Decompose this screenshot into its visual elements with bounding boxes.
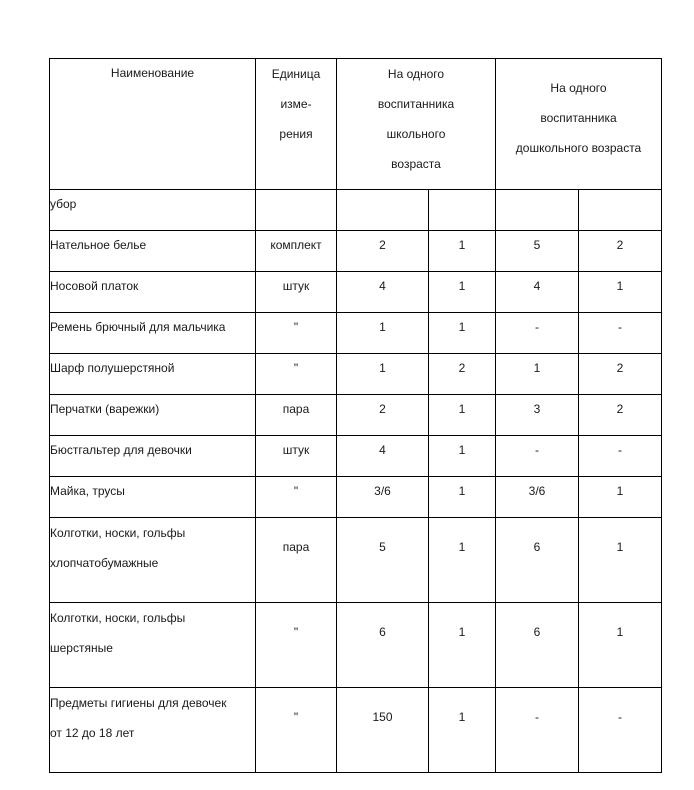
preschool-quantity-cell: - xyxy=(496,313,579,354)
item-name: от 12 до 18 лет xyxy=(50,726,135,740)
table-row xyxy=(50,190,662,231)
item-name: Нательное белье xyxy=(50,238,147,252)
item-name: Ремень брючный для мальчика xyxy=(50,320,226,334)
item-name: Майка, трусы xyxy=(50,484,125,498)
header-preschool-line: дошкольного возраста xyxy=(515,141,642,155)
preschool-quantity-cell: 4 xyxy=(496,272,579,313)
header-school-line: возраста xyxy=(391,157,441,171)
item-name-cell xyxy=(50,518,256,603)
table-header-row xyxy=(50,59,662,190)
preschool-quantity-cell: 1 xyxy=(496,354,579,395)
preschool-quantity-cell: 3/6 xyxy=(496,477,579,518)
school-quantity-cell xyxy=(337,190,429,231)
item-name: Бюстгальтер для девочки xyxy=(50,443,192,457)
school-quantity-cell: 4 xyxy=(337,436,429,477)
header-school-line: На одного xyxy=(387,67,445,81)
preschool-term-cell: 2 xyxy=(579,231,662,272)
preschool-quantity-cell: - xyxy=(496,688,579,773)
preschool-quantity-cell: 3 xyxy=(496,395,579,436)
school-quantity-cell: 2 xyxy=(337,395,429,436)
preschool-quantity-cell: 6 xyxy=(496,518,579,603)
school-quantity-cell: 150 xyxy=(337,688,429,773)
item-name: Предметы гигиены для девочек xyxy=(50,696,227,710)
unit-cell xyxy=(256,190,337,231)
table-row xyxy=(50,603,662,688)
header-unit-line: рения xyxy=(279,127,313,141)
school-term-cell: 1 xyxy=(429,688,496,773)
unit-cell: штук xyxy=(256,436,337,477)
item-name-cell xyxy=(50,231,256,272)
preschool-term-cell: - xyxy=(579,436,662,477)
unit-cell: " xyxy=(256,688,337,773)
table-row xyxy=(50,272,662,313)
school-term-cell: 1 xyxy=(429,518,496,603)
school-quantity-cell: 2 xyxy=(337,231,429,272)
unit-cell: " xyxy=(256,354,337,395)
item-name-cell xyxy=(50,190,256,231)
item-name: Шарф полушерстяной xyxy=(50,361,175,375)
header-preschool-age xyxy=(496,59,662,190)
school-term-cell xyxy=(429,190,496,231)
item-name-cell xyxy=(50,436,256,477)
preschool-term-cell: 1 xyxy=(579,477,662,518)
unit-cell: штук xyxy=(256,272,337,313)
item-name-cell xyxy=(50,477,256,518)
school-term-cell: 1 xyxy=(429,231,496,272)
unit-cell: " xyxy=(256,477,337,518)
item-name-cell xyxy=(50,354,256,395)
preschool-term-cell: 2 xyxy=(579,354,662,395)
school-quantity-cell: 1 xyxy=(337,354,429,395)
school-quantity-cell: 6 xyxy=(337,603,429,688)
item-name-cell xyxy=(50,313,256,354)
item-name: убор xyxy=(50,197,77,211)
header-name xyxy=(50,59,256,190)
table-body xyxy=(50,190,662,773)
school-term-cell: 1 xyxy=(429,395,496,436)
preschool-term-cell: - xyxy=(579,688,662,773)
header-unit-line: Единица xyxy=(271,67,321,81)
item-name-cell xyxy=(50,603,256,688)
header-school-line: школьного xyxy=(386,127,446,141)
preschool-quantity-cell: 6 xyxy=(496,603,579,688)
header-school-line: воспитанника xyxy=(377,97,455,111)
unit-cell: " xyxy=(256,313,337,354)
table-row xyxy=(50,354,662,395)
table-row xyxy=(50,477,662,518)
preschool-term-cell: 1 xyxy=(579,603,662,688)
header-preschool-line: На одного xyxy=(550,81,607,95)
header-school-age xyxy=(337,59,496,190)
header-unit-line: изме- xyxy=(280,97,312,111)
table-row xyxy=(50,231,662,272)
header-preschool-line: воспитанника xyxy=(540,111,617,125)
item-name: Перчатки (варежки) xyxy=(50,402,160,416)
school-quantity-cell: 1 xyxy=(337,313,429,354)
header-unit xyxy=(256,59,337,190)
school-term-cell: 1 xyxy=(429,477,496,518)
school-term-cell: 1 xyxy=(429,436,496,477)
preschool-quantity-cell: 5 xyxy=(496,231,579,272)
item-name: Колготки, носки, гольфы xyxy=(50,611,186,625)
table-row xyxy=(50,688,662,773)
school-quantity-cell: 4 xyxy=(337,272,429,313)
school-quantity-cell: 3/6 xyxy=(337,477,429,518)
preschool-term-cell: 1 xyxy=(579,518,662,603)
preschool-term-cell: - xyxy=(579,313,662,354)
school-term-cell: 1 xyxy=(429,272,496,313)
preschool-quantity-cell xyxy=(496,190,579,231)
supply-norms-table xyxy=(49,58,662,773)
table-row xyxy=(50,436,662,477)
unit-cell: " xyxy=(256,603,337,688)
table-row xyxy=(50,395,662,436)
item-name-cell xyxy=(50,272,256,313)
table-row xyxy=(50,313,662,354)
preschool-quantity-cell: - xyxy=(496,436,579,477)
unit-cell: пара xyxy=(256,518,337,603)
school-term-cell: 1 xyxy=(429,603,496,688)
item-name-cell xyxy=(50,395,256,436)
school-term-cell: 2 xyxy=(429,354,496,395)
header-name-label: Наименование xyxy=(110,66,195,80)
preschool-term-cell: 2 xyxy=(579,395,662,436)
item-name: Колготки, носки, гольфы xyxy=(50,526,186,540)
preschool-term-cell: 1 xyxy=(579,272,662,313)
item-name: хлопчатобумажные xyxy=(50,556,159,570)
school-term-cell: 1 xyxy=(429,313,496,354)
preschool-term-cell xyxy=(579,190,662,231)
item-name: Носовой платок xyxy=(50,279,139,293)
table-row xyxy=(50,518,662,603)
unit-cell: пара xyxy=(256,395,337,436)
unit-cell: комплект xyxy=(256,231,337,272)
item-name: шерстяные xyxy=(50,641,113,655)
item-name-cell xyxy=(50,688,256,773)
school-quantity-cell: 5 xyxy=(337,518,429,603)
